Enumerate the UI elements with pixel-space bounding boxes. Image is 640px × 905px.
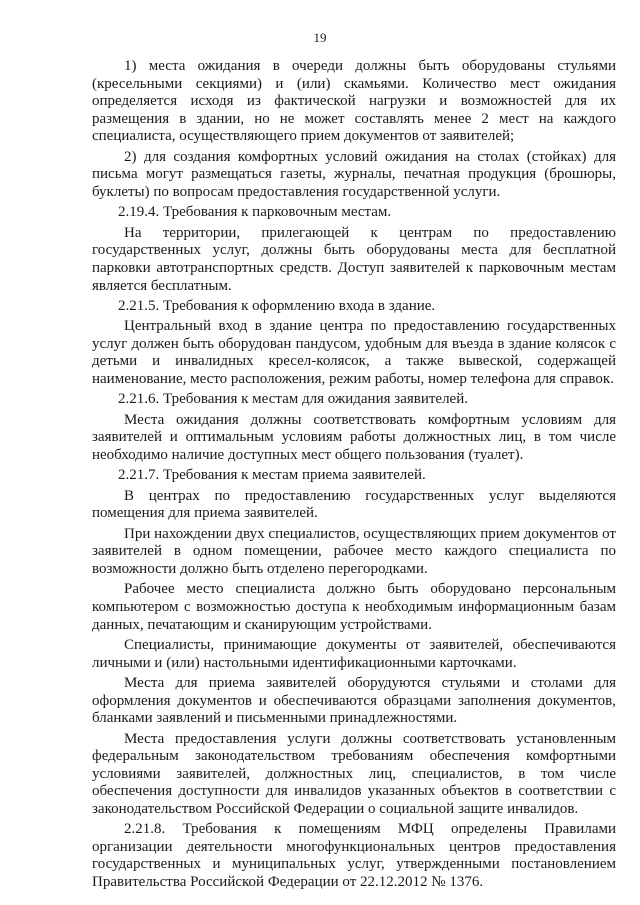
paragraph-partitions: При нахождении двух специалистов, осуществляющих прием документов от заявителей в одном помещении, рабочее место каждого специалиста по возможности должно быть отделено перегородками.	[92, 525, 616, 577]
paragraph-accessibility: Места предоставления услуги должны соответствовать установленным федеральным законодательством требованиям обеспечения комфортными условиями заявителей, должностных лиц, специалистов, в том числе обеспечения доступности для инвалидов указанных объектов в соответствии с законодательством Российской Федерации о социальной защите инвалидов.	[92, 730, 616, 817]
paragraph-waiting-seats: 1) места ожидания в очереди должны быть оборудованы стульями (кресельными секциями) и (или) скамьями. Количество мест ожидания определяется исходя из фактической нагрузки и возможностей для их размещения в здании, но не может составлять менее 2 мест на каждого специалиста, осуществляющего прием документов от заявителей;	[92, 58, 616, 145]
paragraph-waiting-tables: 2) для создания комфортных условий ожидания на столах (стойках) для письма могут размещаться газеты, журналы, печатная продукция (брошюры, буклеты) по вопросам предоставления государственной услуги.	[92, 148, 616, 200]
paragraph-workstation: Рабочее место специалиста должно быть оборудовано персональным компьютером с возможностью доступа к необходимым информационным базам данных, печатающим и сканирующим устройствами.	[92, 581, 616, 633]
paragraph-mfc-requirements: 2.21.8. Требования к помещениям МФЦ определены Правилами организации деятельности многофункциональных центров предоставления государственных и муниципальных услуг, утвержденными постановлением Правительства Российской Федерации от 22.12.2012 № 1376.	[92, 821, 616, 891]
paragraph-waiting-places: Места ожидания должны соответствовать комфортным условиям для заявителей и оптимальным условиям работы должностных лиц, в том числе необходимо наличие доступных мест общего пользования (туалет).	[92, 411, 616, 464]
page-number: 19	[313, 30, 327, 45]
paragraph-reception-rooms: В центрах по предоставлению государственных услуг выделяются помещения для приема заявителей.	[92, 487, 616, 522]
paragraph-id-cards: Специалисты, принимающие документы от заявителей, обеспечиваются личными и (или) настольными идентификационными карточками.	[92, 636, 616, 671]
section-heading-2-21-7: 2.21.7. Требования к местам приема заявителей.	[118, 467, 426, 484]
paragraph-parking: На территории, прилегающей к центрам по предоставлению государственных услуг, должны быть оборудованы места для бесплатной парковки автотранспортных средств. Доступ заявителей к парковочным местам является бесплатным.	[92, 224, 616, 294]
section-heading-2-21-5: 2.21.5. Требования к оформлению входа в здание.	[118, 297, 436, 314]
paragraph-furniture: Места для приема заявителей оборудуются стульями и столами для оформления документов и обеспечиваются образцами заполнения документов, бланками заявлений и письменными принадлежностями.	[92, 674, 616, 727]
paragraph-entrance: Центральный вход в здание центра по предоставлению государственных услуг должен быть оборудован пандусом, удобным для въезда в здание колясок с детьми и инвалидных кресел-колясок, а также вывеской, содержащей наименование, место расположения, режим работы, номер телефона для справок.	[92, 318, 616, 388]
document-body	[92, 58, 616, 894]
section-heading-2-19-4: 2.19.4. Требования к парковочным местам.	[118, 204, 392, 221]
section-heading-2-21-6: 2.21.6. Требования к местам для ожидания заявителей.	[118, 391, 468, 408]
